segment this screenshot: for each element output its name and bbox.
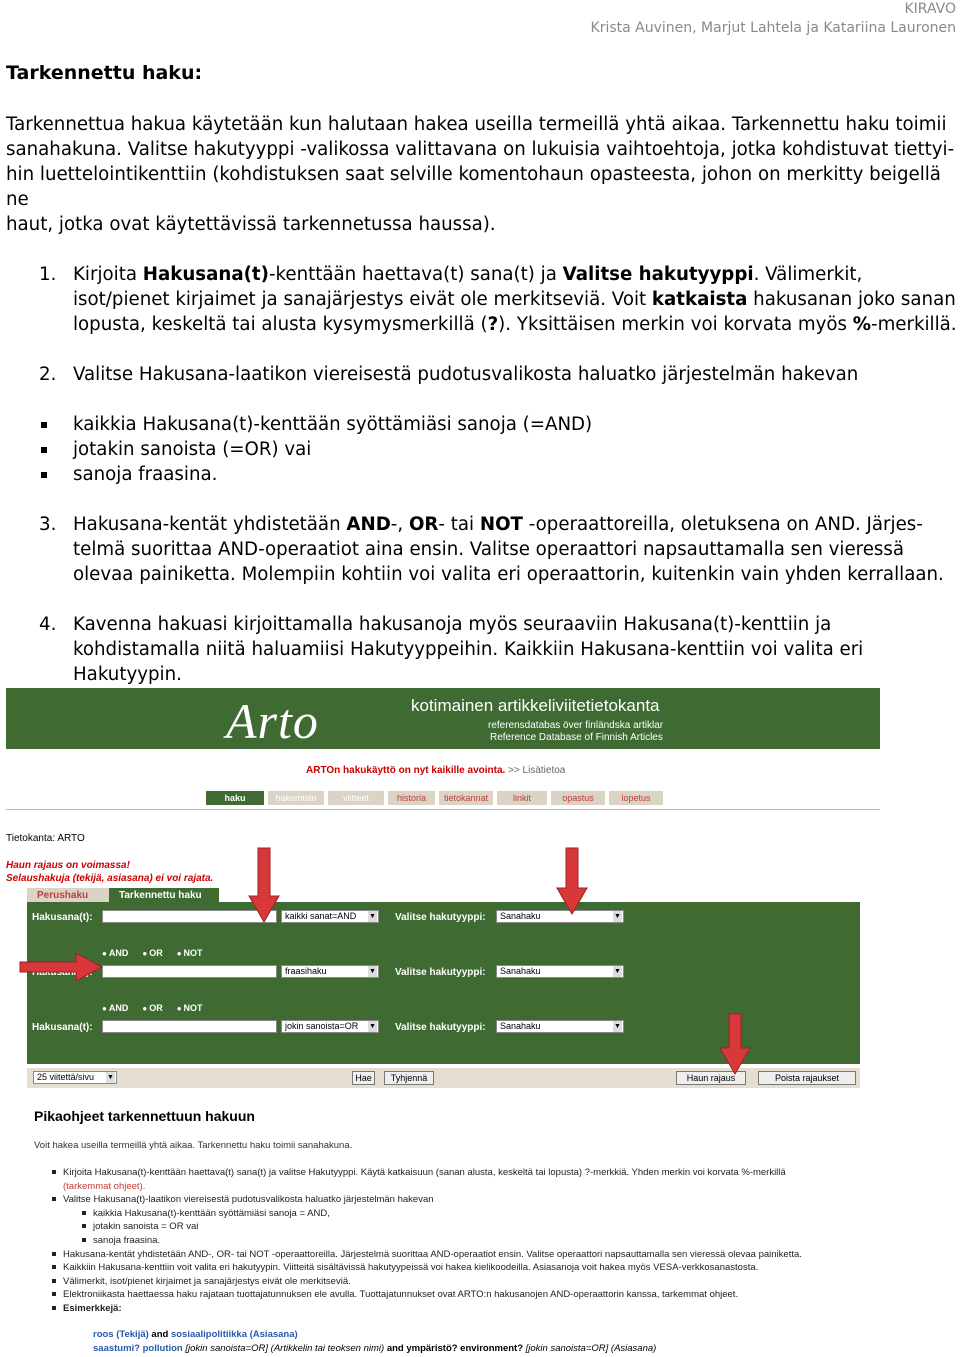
example-term[interactable]: saastumi? pollution	[93, 1343, 183, 1354]
per-page-select[interactable]: 25 viitettä/sivu ▼	[33, 1071, 117, 1084]
list-item	[6, 437, 958, 462]
list-item	[6, 462, 958, 487]
radio-and[interactable]: ● AND	[102, 948, 128, 958]
step-text: -kenttään haettava(t) sana(t) ja	[268, 264, 563, 285]
remove-limits-button[interactable]: Poista rajaukset	[758, 1071, 856, 1085]
banner-subtitle-sv: referensdatabas över finländska artiklar	[488, 720, 664, 731]
arto-screenshot	[0, 688, 960, 1357]
nav-opastus[interactable]: opastus	[551, 791, 605, 805]
banner-title: kotimainen artikkeliviitetietokanta	[411, 696, 660, 715]
step-3	[6, 512, 958, 587]
help-list	[50, 1166, 870, 1316]
bullet-text: jotakin sanoista (=OR) vai	[73, 439, 312, 460]
bullet-icon	[41, 472, 47, 478]
step-bold: Hakusana(t)	[142, 264, 269, 285]
step-number: 2.	[39, 364, 57, 385]
intro-line: haut, jotka ovat käytettävissä tarkennetussa haussa).	[6, 214, 496, 235]
notice-more-link[interactable]: >> Lisätietoa	[508, 765, 566, 776]
example-op: and	[148, 1329, 171, 1340]
help-item: Valitse Hakusana(t)-laatikon viereisestä pudotusvalikosta haluatko järjestelmän hakevan	[50, 1193, 870, 1207]
arto-logo: Arto	[226, 693, 319, 749]
step-text: Kavenna hakuasi kirjoittamalla hakusanoja myös seuraaviin Hakusana(t)-kenttiin ja kohdistamalla niitä haluamiisi Hakutyyppeihin. Kaikkiin Hakusana-kenttiin voi valita eri Hakutyypin.	[73, 614, 864, 685]
tab-perushaku[interactable]: Perushaku	[27, 888, 109, 903]
help-item: Hakusana-kentät yhdistetään AND-, OR- tai NOT -operaattoreilla. Järjestelmä suorittaa AND-operaatiot ensin. Valitse operaattori napsauttamalla sen vieressä olevaa painiketta.	[50, 1248, 870, 1262]
bullet-icon	[41, 447, 47, 453]
nav-haku[interactable]: haku	[206, 791, 264, 805]
radio-and[interactable]: ● AND	[102, 1003, 128, 1013]
step-text: -operaattoreilla, oletuksena on AND. Järjes-telmä suorittaa AND-operaatiot aina ensin. Valitse operaattori napsauttamalla sen vieressä olevaa painiketta. Molempiin kohtiin voi valita eri operaattorin, kuitenkin vain yhden kerrallaan.	[73, 514, 944, 585]
mode-select-3[interactable]: jokin sanoista=OR ▼	[281, 1020, 379, 1033]
radio-or[interactable]: ● OR	[142, 1003, 162, 1013]
document-body	[6, 112, 958, 712]
tab-tarkennettu[interactable]: Tarkennettu haku	[109, 888, 219, 903]
step-bold: OR	[408, 514, 439, 535]
step-text: - tai	[438, 514, 480, 535]
arrow-down-icon	[720, 1014, 750, 1074]
nav-tietokannat[interactable]: tietokannat	[439, 791, 493, 805]
search-label: Hakusana(t):	[32, 912, 93, 923]
type-select-2[interactable]: Sanahaku ▼	[496, 965, 624, 978]
intro-paragraph	[6, 112, 958, 237]
notice-text: ARTOn hakukäyttö on nyt kaikille avointa.	[306, 765, 506, 776]
header-authors: Krista Auvinen, Marjut Lahtela ja Katariina Lauronen	[590, 20, 956, 36]
step-text: . Välimerkit, isot/pienet kirjaimet ja sanajärjestys eivät ole merkitseviä. Voit	[73, 264, 863, 310]
type-label: Valitse hakutyyppi:	[395, 967, 486, 978]
mode-select-2[interactable]: fraasihaku ▼	[281, 965, 379, 978]
header-line1: KIRAVO	[904, 1, 956, 17]
step-text: Hakusana-kentät yhdistetään	[73, 514, 347, 535]
help-item: Välimerkit, isot/pienet kirjaimet ja sanajärjestys eivät ole merkitseviä.	[50, 1275, 870, 1289]
nav-lopetus[interactable]: lopetus	[609, 791, 663, 805]
step-bold: %	[852, 314, 871, 335]
example-note: [jokin sanoista=OR] (Artikkelin tai teoksen nimi)	[182, 1343, 387, 1354]
banner-subtitle-en: Reference Database of Finnish Articles	[490, 732, 663, 743]
step-text: Valitse Hakusana-laatikon viereisestä pudotusvalikosta haluatko järjestelmän hakevan	[73, 364, 859, 385]
step-text: Kirjoita	[73, 264, 143, 285]
arrow-down-icon	[249, 848, 279, 922]
help-subtitle: Voit hakea useilla termeillä yhtä aikaa. Tarkennettu haku toimii sanahakuna.	[34, 1140, 353, 1151]
example-1	[93, 1328, 656, 1342]
limits-button[interactable]: Haun rajaus	[676, 1071, 746, 1085]
arrow-right-icon	[20, 953, 102, 981]
example-2	[93, 1342, 656, 1356]
step-2	[6, 362, 958, 387]
bullet-text: kaikkia Hakusana(t)-kenttään syöttämiäsi sanoja (=AND)	[73, 414, 593, 435]
example-term[interactable]: roos (Tekijä)	[93, 1329, 149, 1340]
step-bold: katkaista	[651, 289, 748, 310]
intro-line: Tarkennettua hakua käytetään kun halutaan hakea useilla termeillä yhtä aikaa. Tarkennettu haku toimii	[6, 114, 947, 135]
step-1	[6, 262, 958, 337]
mode-select-1[interactable]: kaikki sanat=AND ▼	[281, 910, 379, 923]
section-title: Tarkennettu haku:	[6, 62, 203, 84]
intro-line: hin luettelointikenttiin (kohdistuksen saat selville komentohaun opasteesta, johon on merkitty beigellä ne	[6, 164, 941, 210]
nav-historia[interactable]: historia	[388, 791, 435, 805]
help-item: Kaikkiin Hakusana-kenttiin voit valita eri hakutyypin. Viitteitä sisältävissä hakutyypeissä voi hakea kielikoodeilla. Asiasanoja voit hakea myös VESA-verkkosanastosta.	[50, 1261, 870, 1275]
list-item	[6, 412, 958, 437]
step-text: hakusanan joko sanan lopusta, keskeltä tai alusta kysymysmerkillä (	[73, 289, 956, 335]
type-select-3[interactable]: Sanahaku ▼	[496, 1020, 624, 1033]
step-text: -,	[390, 514, 409, 535]
type-label: Valitse hakutyyppi:	[395, 912, 486, 923]
step-number: 1.	[39, 264, 57, 285]
step-number: 3.	[39, 514, 57, 535]
bullet-icon	[41, 422, 47, 428]
clear-button[interactable]: Tyhjennä	[384, 1071, 434, 1085]
nav-linkit[interactable]: linkit	[497, 791, 547, 805]
step-text: -merkillä.	[871, 314, 957, 335]
help-link[interactable]: (tarkemmat ohjeet).	[63, 1180, 146, 1192]
step-bold: AND	[346, 514, 391, 535]
help-title: Pikaohjeet tarkennettuun hakuun	[34, 1108, 255, 1124]
intro-line: sanahakuna. Valitse hakutyyppi -valikossa valittavana on lukuisia vaihtoehtoja, jotka kohdistuvat tiettyi-	[6, 139, 955, 160]
limit-warning-detail: Selaushakuja (tekijä, asiasana) ei voi rajata.	[6, 873, 214, 884]
search-label: Hakusana(t):	[32, 1022, 93, 1033]
radio-not[interactable]: ● NOT	[177, 948, 203, 958]
examples-heading: Esimerkkejä:	[50, 1302, 870, 1316]
nav-viitteet[interactable]: viitteet	[328, 791, 384, 805]
arrow-down-icon	[557, 848, 587, 914]
step-text: ). Yksittäisen merkin voi korvata myös	[498, 314, 853, 335]
step-bold: Valitse hakutyyppi	[562, 264, 754, 285]
bullet-list	[6, 412, 958, 487]
examples	[93, 1328, 656, 1356]
radio-not[interactable]: ● NOT	[177, 1003, 203, 1013]
help-subitem: sanoja fraasina.	[50, 1234, 870, 1248]
type-label: Valitse hakutyyppi:	[395, 1022, 486, 1033]
example-term[interactable]: sosiaalipolitiikka (Asiasana)	[170, 1329, 298, 1340]
arrow-overlays	[0, 688, 960, 1108]
search-button[interactable]: Hae	[352, 1071, 375, 1085]
type-select-1[interactable]: Sanahaku ▼	[496, 910, 624, 923]
help-subitem: jotakin sanoista = OR vai	[50, 1220, 870, 1234]
step-bold: ?	[487, 314, 499, 335]
nav-hakemisto[interactable]: hakemisto	[268, 791, 324, 805]
help-item: Kirjoita Hakusana(t)-kenttään haettava(t) sana(t) ja valitse Hakutyyppi. Käytä katkaisuun (sanan alusta, keskeltä tai lopusta) ?-merkkiä. Yhden merkin voi korvata %-merkillä	[50, 1166, 870, 1180]
step-bold: NOT	[479, 514, 523, 535]
step-number: 4.	[39, 614, 57, 635]
radio-or[interactable]: ● OR	[142, 948, 162, 958]
help-subitem: kaikkia Hakusana(t)-kenttään syöttämiäsi sanoja = AND,	[50, 1207, 870, 1221]
limit-warning: Haun rajaus on voimassa!	[6, 860, 130, 871]
help-item: Elektroniikasta haettaessa haku rajataan tuottajatunnuksen ele avulla. Tuottajatunnukset ovat ARTO:n hakusanojen AND-operaattorin kanssa, tarkemmat ohjeet.	[50, 1288, 870, 1302]
page-header	[591, 0, 956, 38]
bullet-text: sanoja fraasina.	[73, 464, 218, 485]
example-term[interactable]: and ympäristö? environment?	[386, 1343, 523, 1354]
example-note: [jokin sanoista=OR] (Asiasana)	[523, 1343, 657, 1354]
database-label: Tietokanta: ARTO	[6, 833, 85, 844]
step-4	[6, 612, 958, 687]
